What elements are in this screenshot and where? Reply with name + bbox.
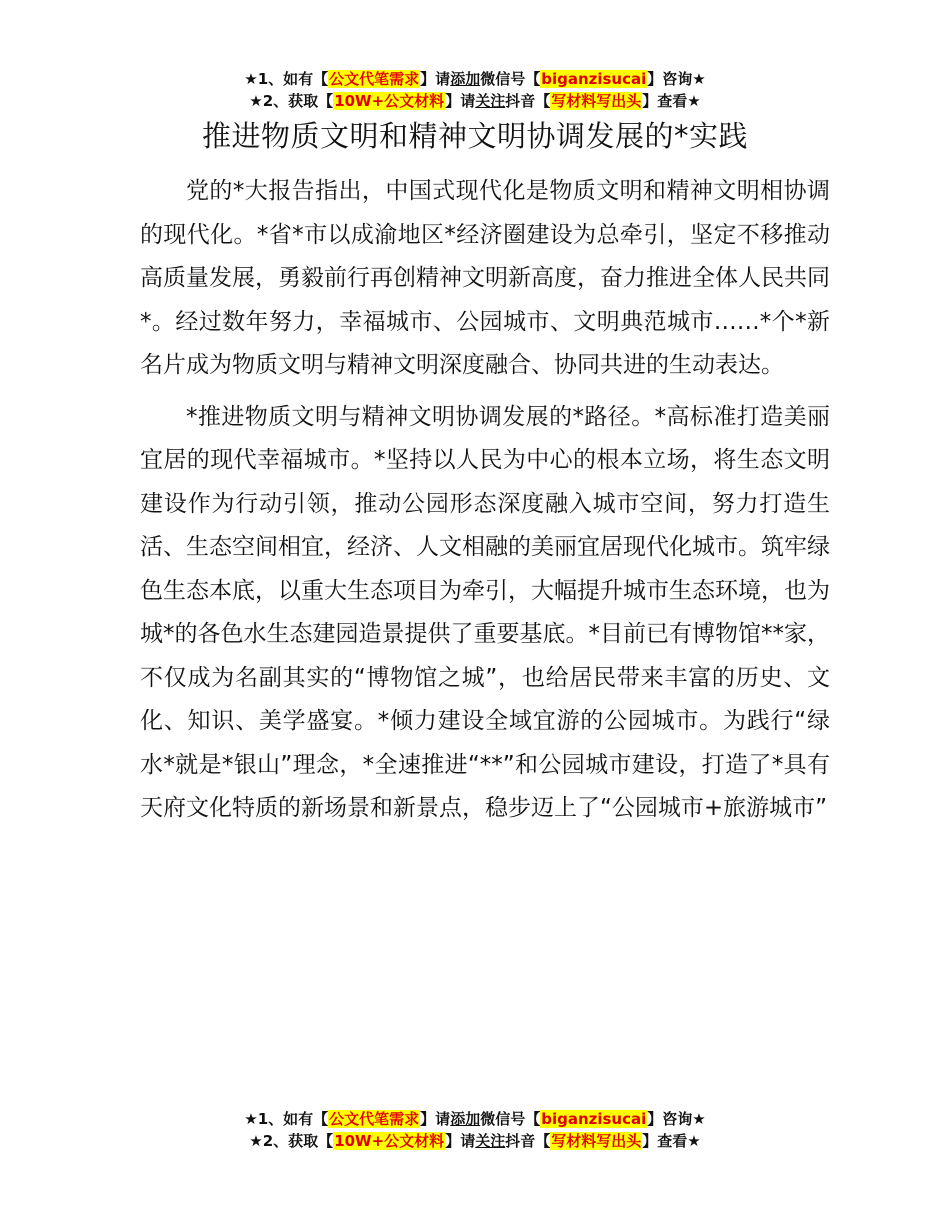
promo-highlight: 公文代笔需求 (329, 1110, 420, 1128)
promo-emphasis: 关注 (475, 1132, 506, 1150)
promo-text: ★2、获取【 (249, 92, 334, 110)
promo-text: 】请 (445, 1132, 476, 1150)
header-promo-banner (0, 68, 950, 112)
promo-text: 】咨询★ (647, 1110, 706, 1128)
promo-text: 】查看★ (642, 92, 701, 110)
promo-wechat-id: biganzisucai (541, 70, 647, 88)
promo-text: 微信号【 (480, 70, 541, 88)
promo-text: 微信号【 (480, 1110, 541, 1128)
promo-text: ★1、如有【 (244, 70, 329, 88)
footer-promo-banner (0, 1108, 950, 1152)
promo-text: 抖音【 (505, 92, 551, 110)
document-title: 推进物质文明和精神文明协调发展的*实践 (201, 119, 748, 153)
promo-highlight: 10W+公文材料 (334, 92, 445, 110)
promo-emphasis: 关注 (475, 92, 506, 110)
promo-text: 】请 (420, 70, 451, 88)
promo-text: 】请 (445, 92, 476, 110)
document-body (140, 170, 830, 839)
promo-line-2 (0, 1130, 950, 1152)
promo-text: 】请 (420, 1110, 451, 1128)
promo-text: 抖音【 (505, 1132, 551, 1150)
promo-text: 】查看★ (642, 1132, 701, 1150)
paragraph-1: 党的*大报告指出，中国式现代化是物质文明和精神文明相协调的现代化。*省*市以成渝地区*经济圈建设为总牵引，坚定不移推动高质量发展，勇毅前行再创精神文明新高度，奋力推进全体人民共同*。经过数年努力，幸福城市、公园城市、文明典范城市……*个*新名片成为物质文明与精神文明深度融合、协同共进的生动表达。 (140, 178, 830, 378)
promo-wechat-id: biganzisucai (541, 1110, 647, 1128)
promo-highlight: 10W+公文材料 (334, 1132, 445, 1150)
promo-line-2 (0, 90, 950, 112)
promo-emphasis: 添加 (450, 1110, 481, 1128)
promo-text: 】咨询★ (647, 70, 706, 88)
promo-douyin-id: 写材料写出头 (551, 92, 642, 110)
promo-line-1 (0, 68, 950, 90)
promo-text: ★1、如有【 (244, 1110, 329, 1128)
promo-line-1 (0, 1108, 950, 1130)
paragraph-2: *推进物质文明与精神文明协调发展的*路径。*高标准打造美丽宜居的现代幸福城市。*坚持以人民为中心的根本立场，将生态文明建设作为行动引领，推动公园形态深度融入城市空间，努力打造生活、生态空间相宜，经济、人文相融的美丽宜居现代化城市。筑牢绿色生态本底，以重大生态项目为牵引，大幅提升城市生态环境，也为城*的各色水生态建园造景提供了重要基底。*目前已有博物馆**家，不仅成为名副其实的“博物馆之城”，也给居民带来丰富的历史、文化、知识、美学盛宴。*倾力建设全域宜游的公园城市。为践行“绿水*就是*银山”理念，*全速推进“**”和公园城市建设，打造了*具有天府文化特质的新场景和新景点，稳步迈上了“公园城市+旅游城市” (140, 403, 830, 821)
promo-text: ★2、获取【 (249, 1132, 334, 1150)
promo-emphasis: 添加 (450, 70, 481, 88)
promo-douyin-id: 写材料写出头 (551, 1132, 642, 1150)
promo-highlight: 公文代笔需求 (329, 70, 420, 88)
